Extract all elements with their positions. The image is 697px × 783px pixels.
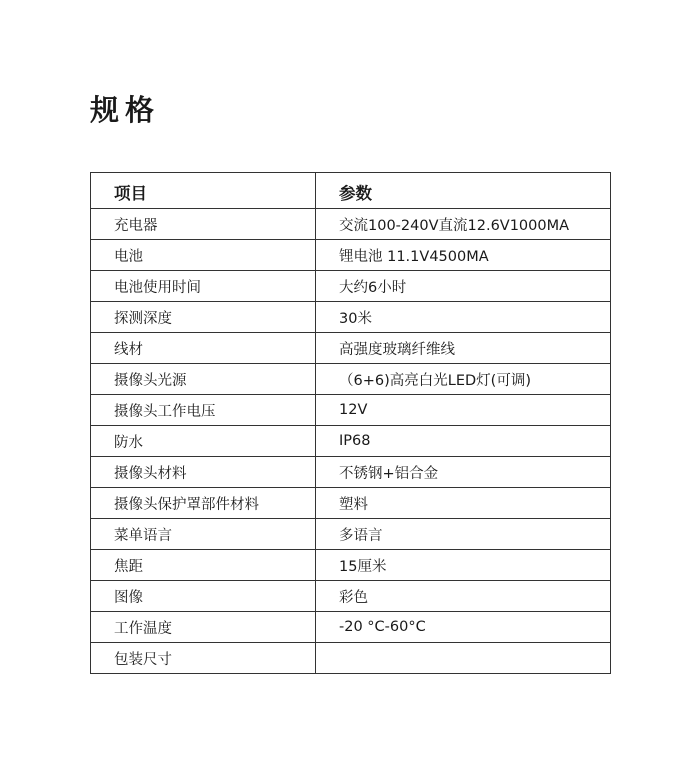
page-title: 规格 xyxy=(90,93,161,127)
row-value: 15厘米 xyxy=(316,550,611,581)
table-row xyxy=(91,612,611,643)
table-header-row xyxy=(91,173,611,209)
table-row xyxy=(91,581,611,612)
table-row xyxy=(91,302,611,333)
row-item: 电池使用时间 xyxy=(91,271,316,302)
row-value: 30米 xyxy=(316,302,611,333)
row-value: 12V xyxy=(316,395,611,426)
table-row xyxy=(91,426,611,457)
row-value: -20 °C-60°C xyxy=(316,612,611,643)
table-row xyxy=(91,395,611,426)
row-value: IP68 xyxy=(316,426,611,457)
table-row xyxy=(91,643,611,674)
row-value: 锂电池 11.1V4500MA xyxy=(316,240,611,271)
row-item: 充电器 xyxy=(91,209,316,240)
table-row xyxy=(91,457,611,488)
row-value: 交流100-240V直流12.6V1000MA xyxy=(316,209,611,240)
table-row xyxy=(91,550,611,581)
row-item: 摄像头保护罩部件材料 xyxy=(91,488,316,519)
row-value: 彩色 xyxy=(316,581,611,612)
row-value: 大约6小时 xyxy=(316,271,611,302)
header-item: 项目 xyxy=(91,173,316,209)
row-value: 高强度玻璃纤维线 xyxy=(316,333,611,364)
row-value: 多语言 xyxy=(316,519,611,550)
row-item: 工作温度 xyxy=(91,612,316,643)
table-row xyxy=(91,271,611,302)
table-row xyxy=(91,333,611,364)
header-value: 参数 xyxy=(316,173,611,209)
table-row xyxy=(91,209,611,240)
row-item: 防水 xyxy=(91,426,316,457)
row-item: 摄像头工作电压 xyxy=(91,395,316,426)
row-item: 摄像头材料 xyxy=(91,457,316,488)
row-value: 不锈钢+铝合金 xyxy=(316,457,611,488)
row-item: 摄像头光源 xyxy=(91,364,316,395)
table-row xyxy=(91,488,611,519)
row-item: 探测深度 xyxy=(91,302,316,333)
table-row xyxy=(91,519,611,550)
row-item: 菜单语言 xyxy=(91,519,316,550)
row-value: 塑料 xyxy=(316,488,611,519)
row-item: 包装尺寸 xyxy=(91,643,316,674)
row-item: 电池 xyxy=(91,240,316,271)
table-row xyxy=(91,240,611,271)
row-item: 线材 xyxy=(91,333,316,364)
row-value xyxy=(316,643,611,674)
spec-table xyxy=(90,172,611,674)
row-item: 图像 xyxy=(91,581,316,612)
row-item: 焦距 xyxy=(91,550,316,581)
row-value: （6+6)高亮白光LED灯(可调) xyxy=(316,364,611,395)
table-row xyxy=(91,364,611,395)
